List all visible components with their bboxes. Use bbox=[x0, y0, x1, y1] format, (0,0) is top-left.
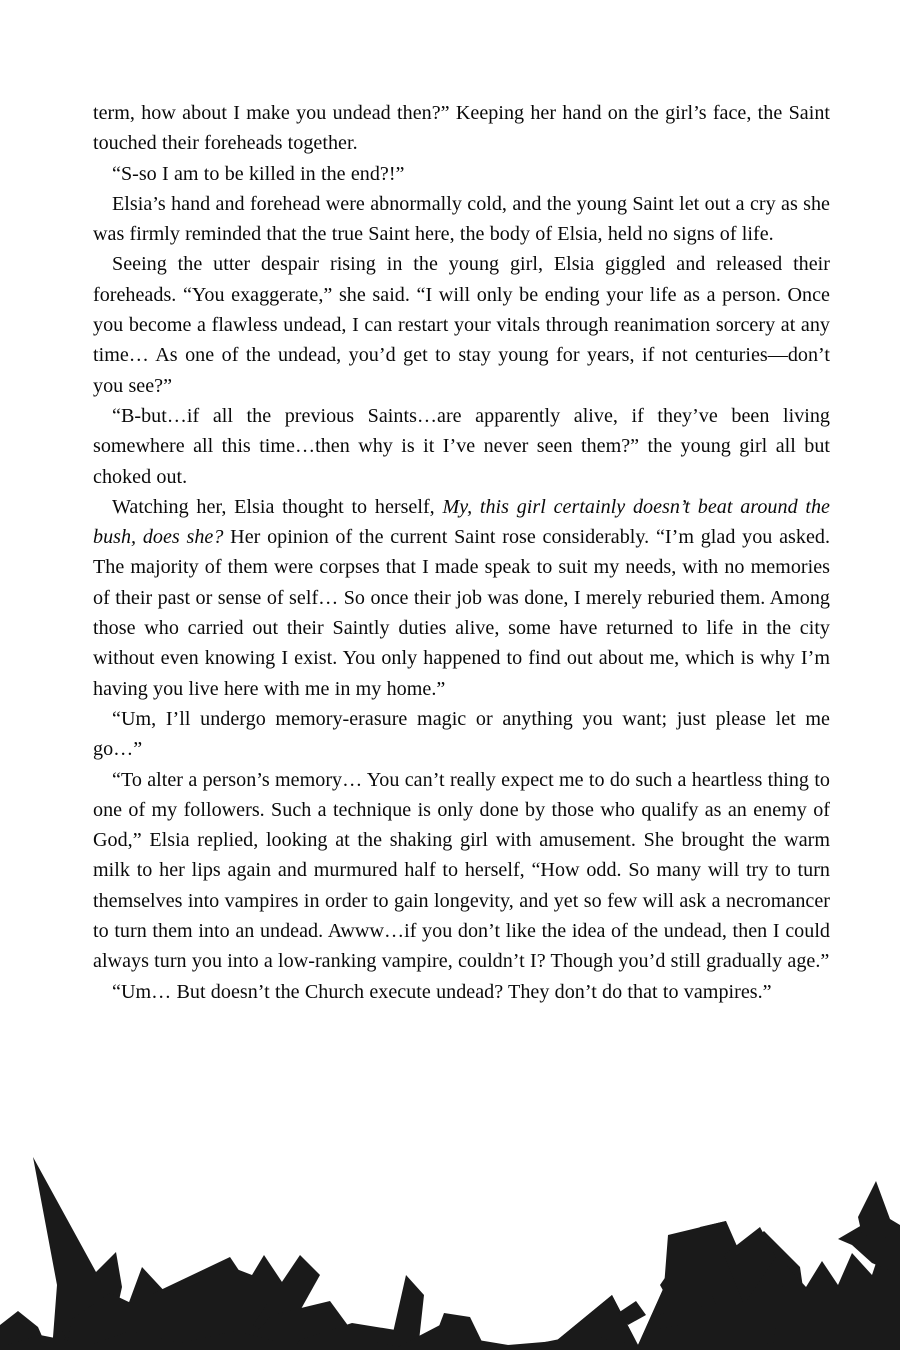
paragraph: Seeing the utter despair rising in the young girl, Elsia giggled and released their foreheads. “You exaggerate,” she said. “I will only be ending your life as a person. Once you become a flawless undead, I can restart your vitals through reanimation sorcery at any time… As one of the undead, you’d get to stay young for years, if not centuries—don’t you see?” bbox=[93, 253, 830, 397]
paragraph: “Um, I’ll undergo memory-erasure magic or anything you want; just please let me go…” bbox=[93, 707, 830, 761]
paragraph: term, how about I make you undead then?” Keeping her hand on the girl’s face, the Saint touched their foreheads together. bbox=[93, 102, 830, 155]
paragraph: “To alter a person’s memory… You can’t really expect me to do such a heartless thing to one of my followers. Such a technique is only done by those who qualify as an enemy of God,” Elsia replied, looking at the shaking girl with amusement. She brought the warm milk to her lips again and murmured half to herself, “How odd. So many will try to turn themselves into vampires in order to gain longevity, and yet so few will ask a necromancer to turn them into an undead. Awww…if you don’t like the idea of the undead, then I could always turn you into a low-ranking vampire, couldn’t I? Though you’d still gradually age.” bbox=[93, 768, 830, 973]
paragraph: “Um… But doesn’t the Church execute undead? They don’t do that to vampires.” bbox=[112, 980, 772, 1003]
paragraph: Elsia’s hand and forehead were abnormally cold, and the young Saint let out a cry as she was firmly reminded that the true Saint here, the body of Elsia, held no signs of life. bbox=[93, 192, 830, 246]
paragraph: “S-so I am to be killed in the end?!” bbox=[112, 162, 405, 185]
paragraph-text: Watching her, Elsia thought to herself, bbox=[112, 495, 443, 518]
jagged-shard-silhouette-decoration bbox=[0, 1135, 900, 1350]
paragraph-with-inner-monologue bbox=[93, 492, 830, 704]
paragraph-text: Her opinion of the current Saint rose considerably. “I’m glad you asked. The majority of them were corpses that I made speak to suit my needs, with no memories of their past or sense of self… So once their job was done, I merely reburied them. Among those who carried out their Saintly duties alive, some have returned to life in the city without even knowing I exist. You only happened to find out about me, which is why I’m having you live here with me in my home.” bbox=[93, 526, 830, 700]
inner-monologue-italic: My, this girl certainly doesn’t beat around the bush, does she? bbox=[93, 495, 830, 549]
paragraph: “B-but…if all the previous Saints…are apparently alive, if they’ve been living somewhere all this time…then why is it I’ve never seen them?” the young girl all but choked out. bbox=[93, 404, 830, 488]
body-text-column bbox=[93, 98, 830, 1007]
